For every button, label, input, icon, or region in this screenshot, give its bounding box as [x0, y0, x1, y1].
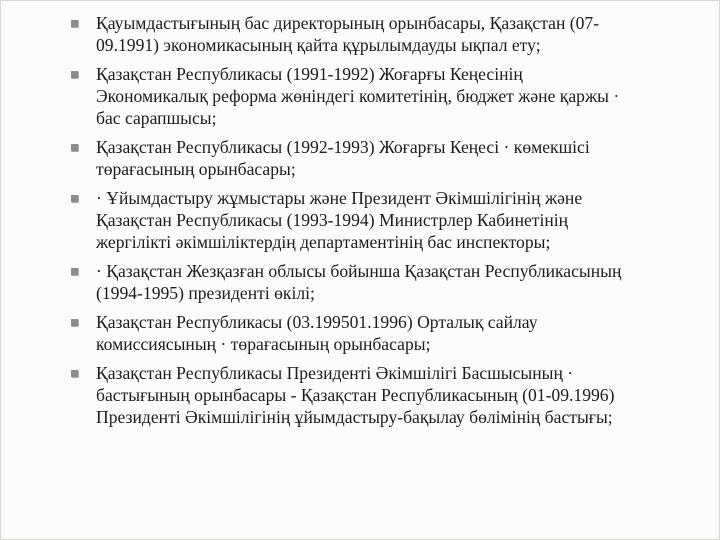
square-bullet-icon	[71, 195, 78, 202]
square-bullet-icon	[71, 268, 78, 275]
bullet-text: Қазақстан Республикасы Президенті Әкімшілігі Басшысының · бастығының орынбасары - Қазақстан Республикасының (01-09.1996) Президенті Әкімшілігінің ұйымдастыру-бақылау бөлімінің бастығы;	[96, 363, 615, 427]
bullet-item-2	[71, 63, 706, 129]
bullet-text: Қазақстан Республикасы (1992-1993) Жоғарғы Кеңесі · көмекшісі төрағасының орынбасары;	[96, 137, 590, 179]
square-bullet-icon	[71, 71, 78, 78]
bullet-item-4	[71, 187, 706, 253]
square-bullet-icon	[71, 319, 78, 326]
square-bullet-icon	[71, 144, 78, 151]
bullet-text: Қазақстан Республикасы (1991-1992) Жоғарғы Кеңесінің Экономикалық реформа жөніндегі комитетінің, бюджет және қаржы · бас сарапшысы;	[96, 64, 620, 128]
bullet-text: Қауымдастығының бас директорының орынбасары, Қазақстан (07- 09.1991) экономикасының қайта құрылымдауды ықпал ету;	[96, 13, 600, 55]
bullet-item-1	[71, 12, 706, 56]
bullet-text: Қазақстан Республикасы (03.199501.1996) Орталық сайлау комиссиясының · төрағасының орынбасары;	[96, 312, 538, 354]
square-bullet-icon	[71, 20, 78, 27]
bullet-item-6	[71, 311, 706, 355]
bullet-item-3	[71, 136, 706, 180]
bullet-text: · Ұйымдастыру жұмыстары және Президент Әкімшілігінің және Қазақстан Республикасы (1993-1994) Министрлер Кабинетінің жергілікті әкімшіліктердің департаментінің бас инспекторы;	[96, 188, 583, 252]
bullet-item-5	[71, 260, 706, 304]
square-bullet-icon	[71, 370, 78, 377]
bullet-item-7	[71, 362, 706, 428]
bullet-text: · Қазақстан Жезқазған облысы бойынша Қазақстан Республикасының (1994-1995) президенті өкілі;	[96, 261, 622, 303]
bullet-list	[71, 12, 706, 435]
